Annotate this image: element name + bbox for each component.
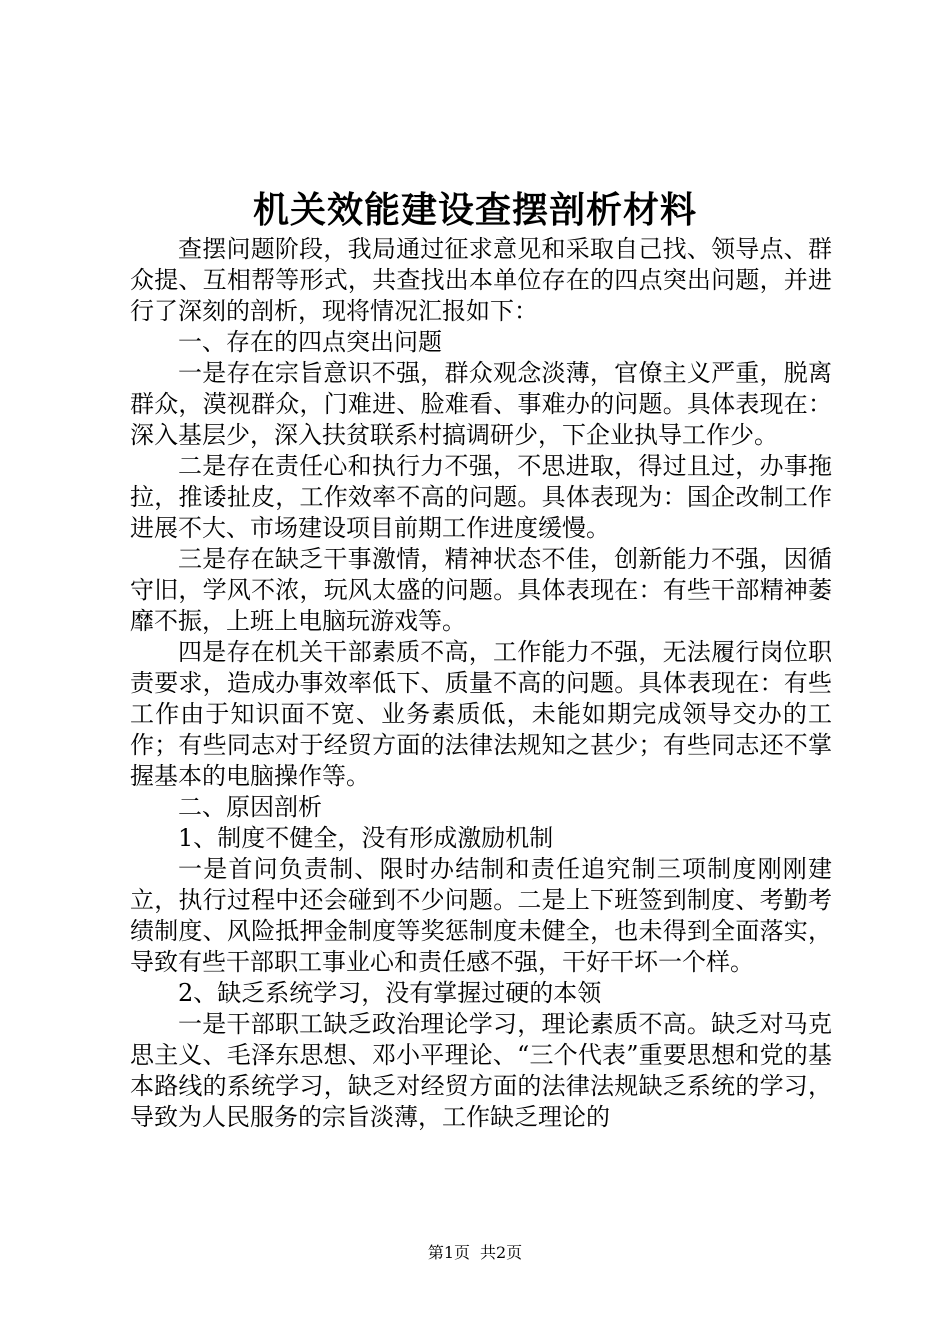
section-heading: 一、存在的四点突出问题 <box>178 328 442 356</box>
body-paragraph: 三是存在缺乏干事激情，精神状态不佳，创新能力不强，因循守旧，学风不浓，玩风太盛的问题。具体表现在：有些干部精神萎靡不振，上班上电脑玩游戏等。 <box>130 545 832 635</box>
intro-paragraph: 查摆问题阶段，我局通过征求意见和采取自己找、领导点、群众提、互相帮等形式，共查找出本单位存在的四点突出问题，并进行了深刻的剖析，现将情况汇报如下： <box>130 235 832 325</box>
body-paragraph: 四是存在机关干部素质不高，工作能力不强，无法履行岗位职责要求，造成办事效率低下、质量不高的问题。具体表现在：有些工作由于知识面不宽、业务素质低，未能如期完成领导交办的工作；有些同志对于经贸方面的法律法规知之甚少；有些同志还不掌握基本的电脑操作等。 <box>130 638 832 790</box>
document-title: 机关效能建设查摆剖析材料 <box>252 189 697 231</box>
body-paragraph: 二是存在责任心和执行力不强，不思进取，得过且过，办事拖拉，推诿扯皮，工作效率不高的问题。具体表现为：国企改制工作进展不大、市场建设项目前期工作进度缓慢。 <box>130 452 832 542</box>
body-paragraph: 一是干部职工缺乏政治理论学习，理论素质不高。缺乏对马克思主义、毛泽东思想、邓小平理论、“三个代表”重要思想和党的基本路线的系统学习，缺乏对经贸方面的法律法规缺乏系统的学习，导致为人民服务的宗旨淡薄，工作缺乏理论的 <box>130 1010 832 1131</box>
page-footer <box>0 1242 950 1264</box>
body-paragraph: 一是首问负责制、限时办结制和责任追究制三项制度刚刚建立，执行过程中还会碰到不少问题。二是上下班签到制度、考勤考绩制度、风险抵押金制度等奖惩制度未健全，也未得到全面落实，导致有些干部职工事业心和责任感不强，干好干坏一个样。 <box>130 855 832 976</box>
document-body <box>130 234 832 1184</box>
section-heading: 二、原因剖析 <box>178 793 322 821</box>
body-paragraph: 一是存在宗旨意识不强，群众观念淡薄，官僚主义严重，脱离群众，漠视群众，门难进、脸难看、事难办的问题。具体表现在：深入基层少，深入扶贫联系村搞调研少，下企业执导工作少。 <box>130 359 832 449</box>
subsection-heading: 2、缺乏系统学习，没有掌握过硬的本领 <box>178 979 602 1007</box>
page-total: 共2页 <box>480 1243 523 1262</box>
page-number: 第1页 <box>427 1243 470 1262</box>
subsection-heading: 1、制度不健全，没有形成激励机制 <box>178 824 554 852</box>
